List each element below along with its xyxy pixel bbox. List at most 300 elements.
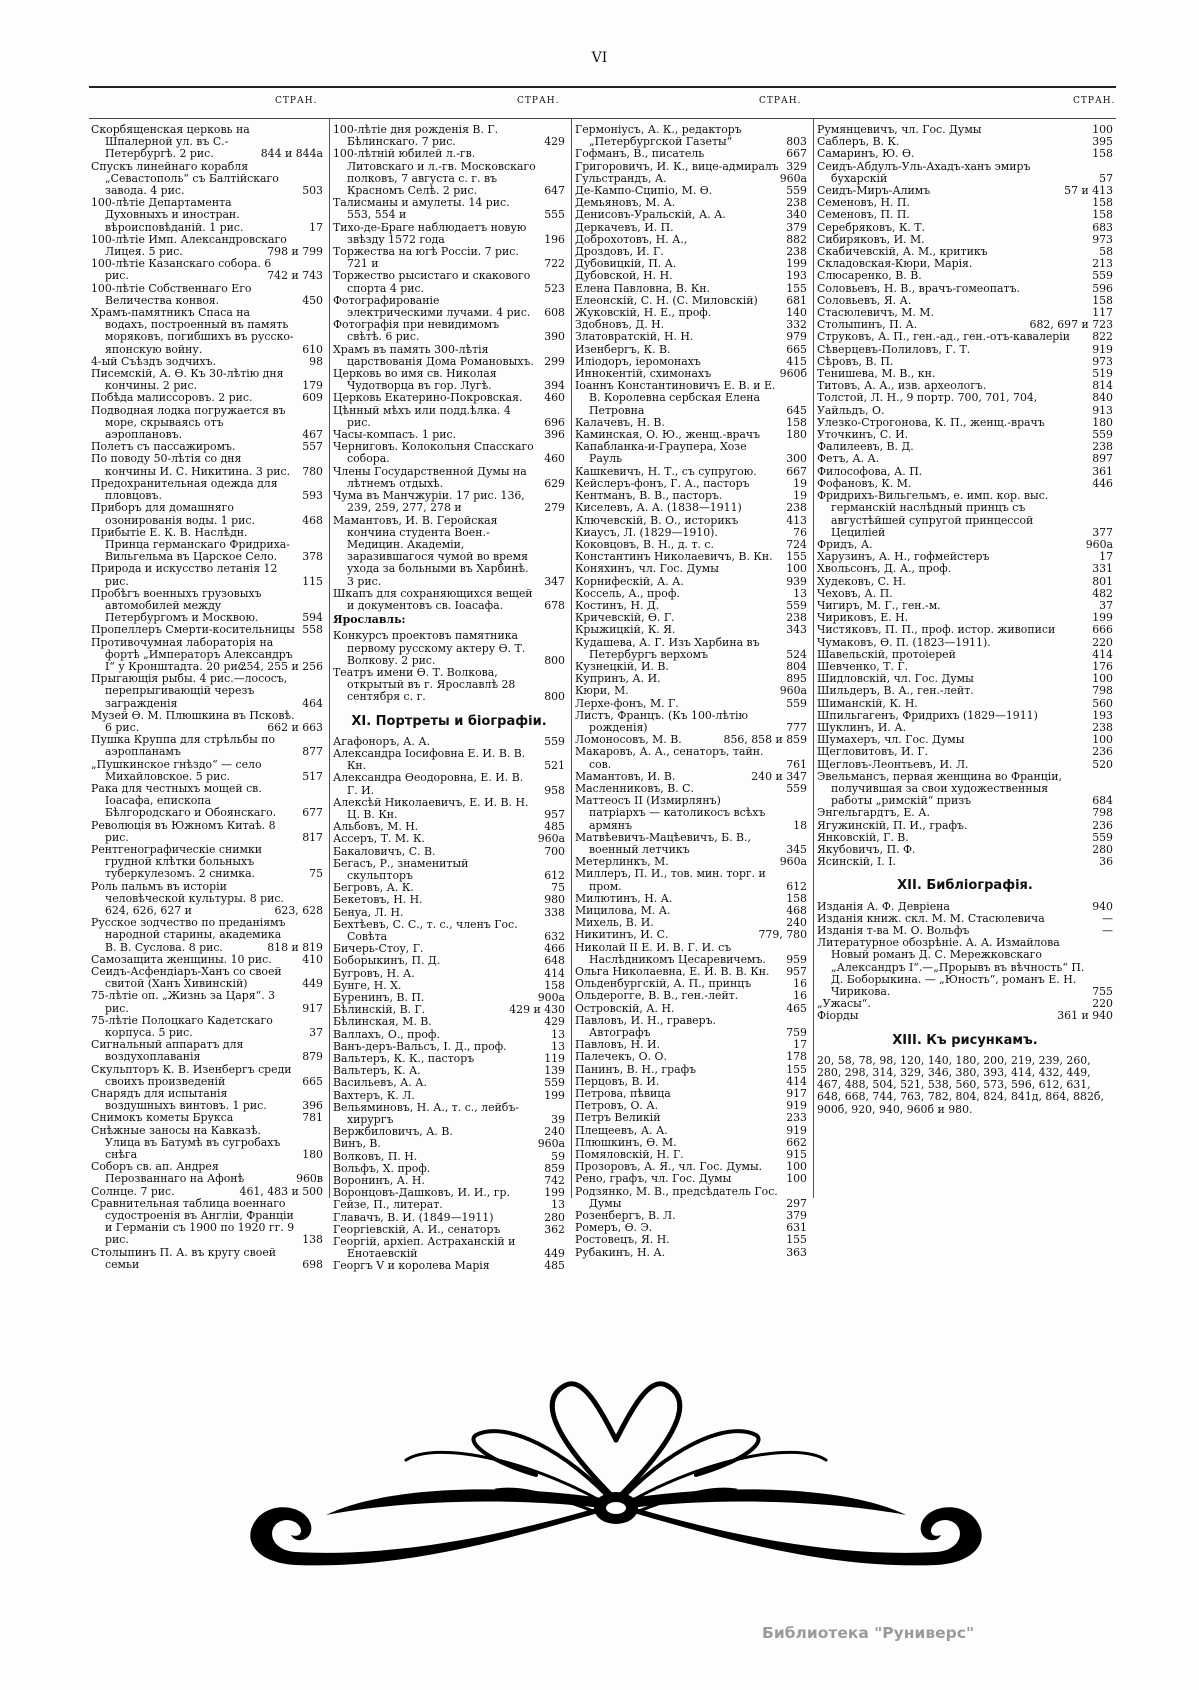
entry-title: Корнифескій, А. А. <box>575 574 684 588</box>
entry-title: Златовратскій, Н. Н. <box>575 330 694 344</box>
entry-title: Панинъ, В. Н., графъ <box>575 1062 697 1076</box>
column-header: СТРАН. <box>275 96 318 106</box>
entry-title: Лерхе-фонъ, М. Г. <box>575 696 679 710</box>
page-ref: 645 <box>786 403 807 417</box>
page-ref: 559 <box>786 696 807 710</box>
entry-title: Сеидъ-Асфендіаръ-Ханъ со своей свитой (Ханъ Хивинскій) <box>91 965 282 991</box>
page-ref: 379 <box>786 220 807 234</box>
page-ref: 300 <box>786 452 807 466</box>
entry-title: Алексѣй Николаевичъ, Е. И. В. Н. Ц. В. Кн. <box>333 795 529 821</box>
page-ref: 158 <box>1092 208 1113 222</box>
index-entry <box>575 1015 807 1039</box>
index-entry <box>333 490 565 514</box>
page-ref: 818 и 819 <box>267 940 323 954</box>
entry-title: Природа и искусство летанія 12 рис. <box>91 562 278 588</box>
index-entry <box>91 258 323 282</box>
page-ref: 665 <box>786 342 807 356</box>
page-ref: 593 <box>302 489 323 503</box>
entry-title: Бекетовъ, Н. Н. <box>333 893 423 907</box>
page-ref: 610 <box>302 342 323 356</box>
entry-title: Церковь во имя св. Николая Чудотворца въ гор. Лугѣ. <box>333 367 497 393</box>
index-entry <box>91 917 323 954</box>
entry-title: Полетъ съ пассажиромъ. <box>91 440 236 454</box>
page-ref: 803 <box>786 135 807 149</box>
page-ref: 199 <box>1092 611 1113 625</box>
index-entry <box>333 748 565 772</box>
entry-title: Іоаннъ Константиновичъ Е. В. и Е. В. Королевна сербская Елена Петровна <box>575 379 776 417</box>
entry-title: Скорбященская церковь на Шпалерной ул. въ С.-Петербургѣ. 2 рис. <box>91 123 250 161</box>
page-ref: 155 <box>786 1233 807 1247</box>
entry-title: Предохранительная одежда для пловцовъ. <box>91 476 278 503</box>
page-ref: 39 <box>551 1113 565 1127</box>
entry-title: Щегловъ-Леонтьевъ, И. Л. <box>817 757 969 771</box>
page-ref: 36 <box>1099 855 1113 869</box>
entry-title: Бегровъ, А. К. <box>333 881 414 895</box>
page-ref: 199 <box>786 257 807 271</box>
page-ref: 410 <box>302 952 323 966</box>
page-ref: 76 <box>793 525 807 539</box>
page-ref: 822 <box>1092 330 1113 344</box>
page-ref: 100 <box>786 1160 807 1174</box>
page-ref: 555 <box>544 208 565 222</box>
entry-title: Изданія т-ва М. О. Вольфъ <box>817 924 970 937</box>
page-ref: 844 и 844а <box>260 147 323 161</box>
entry-title: Здобновъ, Д. Н. <box>575 318 665 332</box>
entry-title: 100-лѣтіе Собственнаго Его Величества конвоя. <box>91 281 252 307</box>
entry-title: Листъ, Францъ. (Къ 100-лѣтію рожденія) <box>575 708 748 734</box>
page-ref: 919 <box>786 1099 807 1113</box>
index-entry <box>575 710 807 734</box>
page-ref: 973 <box>1092 232 1113 246</box>
entry-title: Скульпторъ К. В. Изенбергъ среди своихъ произведеній <box>91 1062 292 1088</box>
page-ref: 100 <box>1092 123 1113 136</box>
entry-title: Винъ, В. <box>333 1137 381 1151</box>
entry-title: Коняхинъ, чл. Гос. Думы <box>575 562 719 576</box>
page-ref: 779, 780 <box>758 928 807 942</box>
page-ref: 178 <box>786 1050 807 1064</box>
entry-title: Пробѣгъ военныхъ грузовыхъ автомобилей между Петербургомъ и Москвою. <box>91 586 262 625</box>
index-entry <box>91 673 323 710</box>
page-ref: 16 <box>793 989 807 1003</box>
index-entry <box>333 124 565 148</box>
page-ref: 429 и 430 <box>509 1003 565 1017</box>
entry-title: Самозащита женщины. 10 рис. <box>91 952 272 966</box>
page-ref: 100 <box>786 1172 807 1186</box>
page-ref: 960а <box>537 832 565 846</box>
entry-title: Шиманскій, К. Н. <box>817 696 918 710</box>
page-ref: 917 <box>302 1001 323 1015</box>
entry-title: Ассеръ, Т. М. К. <box>333 832 425 846</box>
entry-title: Сѣровъ, В. П. <box>817 354 894 368</box>
entry-title: Де-Кампо-Сципіо, М. Ѳ. <box>575 184 713 198</box>
entry-title: Главачъ, В. И. (1849—1911) <box>333 1210 494 1224</box>
entry-title: Стасюлевичъ, М. М. <box>817 306 934 320</box>
entry-title: Фетъ, А. А. <box>817 452 880 466</box>
page-ref: 696 <box>544 415 565 429</box>
entry-title: Ключевскій, В. О., историкъ <box>575 513 739 527</box>
index-entry <box>333 246 565 270</box>
page-ref: 558 <box>302 623 323 637</box>
page-ref: 450 <box>302 293 323 307</box>
entry-title: Фотографія при невидимомъ свѣтѣ. 6 рис. <box>333 318 500 344</box>
entry-title: Плещеевъ, А. А. <box>575 1123 668 1137</box>
index-entry <box>91 637 323 674</box>
entry-title: Мамантовъ, И. В. Геройская кончина студента Воен.-Медицин. Академіи, заразившагося чумой во время ухода за больными въ Харбинѣ. 3 рис. <box>333 513 529 588</box>
index-entry <box>333 148 565 197</box>
entry-title: Фридрихъ-Вильгельмъ, е. имп. кор. выс. германскій наслѣдный принцъ съ августѣйшей супругой принцессой Цециліей <box>817 489 1049 539</box>
entry-title: Чеховъ, А. П. <box>817 586 893 600</box>
page-ref: 814 <box>1092 379 1113 393</box>
entry-title: Вальтеръ, К. К., пасторъ <box>333 1052 475 1066</box>
index-entry <box>91 1064 323 1088</box>
page-ref: 213 <box>1092 257 1113 271</box>
page-ref: 238 <box>1092 440 1113 454</box>
entry-title: Спускъ линейнаго корабля „Севастополь“ съ Балтійскаго завода. 4 рис. <box>91 159 279 198</box>
entry-title: Противочумная лабораторія на фортѣ „Императоръ Александръ I“ у Кронштадта. 20 рис. <box>91 635 293 673</box>
entry-title: Литературное обозрѣніе. А. А. Измайлова Новый романъ Д. С. Мережковскаго „Александръ I“.—„Прорывъ въ вѣчность“ П. Д. Боборыкина. — „Юность“, романъ Е. Н. Чирикова. <box>817 936 1085 999</box>
page-ref: 17 <box>1099 550 1113 564</box>
page-ref: 449 <box>302 977 323 991</box>
entry-title: Уайльдъ, О. <box>817 403 885 417</box>
index-entry <box>333 1236 565 1260</box>
column-header: СТРАН. <box>517 96 560 106</box>
page-ref: 798 <box>1092 806 1113 820</box>
page-ref: 158 <box>1092 196 1113 210</box>
entry-title: Храмъ въ память 300-лѣтія царствованія Дома Романовыхъ. <box>333 342 534 368</box>
page-ref: 559 <box>786 184 807 198</box>
page-ref: 362 <box>544 1222 565 1236</box>
entry-title: Розенбергъ, В. Л. <box>575 1209 676 1223</box>
entry-title: Деркачевъ, И. П. <box>575 220 674 234</box>
index-entry <box>575 942 807 966</box>
page-ref: 594 <box>302 611 323 625</box>
page-ref: 233 <box>786 1111 807 1125</box>
page-ref: 460 <box>544 391 565 405</box>
section-heading: XII. Библіографія. <box>897 878 1033 894</box>
entry-title: Елеонскій, С. Н. (С. Миловскій) <box>575 293 758 307</box>
page-ref: 57 и 413 <box>1064 184 1113 198</box>
page-ref: 777 <box>786 720 807 734</box>
page-ref: 665 <box>302 1074 323 1088</box>
entry-title: Титовъ, А. А., изв. археологъ. <box>817 379 987 393</box>
page-ref: 75 <box>309 867 323 881</box>
page-ref: — <box>1102 924 1113 937</box>
page-ref: 414 <box>544 966 565 980</box>
entry-title: Изданія А. Ф. Девріена <box>817 899 950 913</box>
page-ref: 960б <box>779 367 807 381</box>
index-entry <box>333 515 565 588</box>
index-entry <box>575 441 807 465</box>
page-ref: 959 <box>786 952 807 966</box>
entry-title: Воронцовъ-Дашковъ, И. И., гр. <box>333 1186 510 1200</box>
page-ref: 17 <box>309 220 323 234</box>
entry-title: 100-лѣтній юбилей л.-гв. Литовскаго и л.-гв. Московскаго полковъ, 7 августа с. г. въ Красномъ Селѣ. 2 рис. <box>333 147 536 198</box>
entry-title: 75-лѣтіе оп. „Жизнь за Царя“. 3 рис. <box>91 989 276 1015</box>
index-entry <box>333 368 565 392</box>
entry-title: Масленниковъ, В. С. <box>575 781 694 795</box>
entry-title: Агафоноръ, А. А. <box>333 734 431 748</box>
entry-title: Бенуа, Л. Н. <box>333 905 404 919</box>
entry-title: Сибиряковъ, И. М. <box>817 232 925 246</box>
entry-title: Метерлинкъ, М. <box>575 855 669 869</box>
page-ref: 683 <box>1092 220 1113 234</box>
entry-title: Саблеръ, В. К. <box>817 135 900 149</box>
index-column-2 <box>333 124 565 1273</box>
column-header: СТРАН. <box>759 96 802 106</box>
entry-title: Музей Ѳ. М. Плюшкина въ Псковѣ. 6 рис. <box>91 708 295 734</box>
page-ref: 180 <box>302 1148 323 1162</box>
page-ref: 139 <box>544 1064 565 1078</box>
entry-title: Вержбиловичъ, А. В. <box>333 1125 453 1139</box>
page-ref: 297 <box>786 1196 807 1210</box>
page-ref: 17 <box>793 1038 807 1052</box>
entry-title: Бугровъ, Н. А. <box>333 966 415 980</box>
entry-title: Шильдеръ, В. А., ген.-лейт. <box>817 684 974 698</box>
page-ref: 75 <box>551 881 565 895</box>
entry-title: Рентгенографическіе снимки грудной клѣтки больныхъ туберкулезомъ. 2 снимка. <box>91 842 263 881</box>
page-ref: 345 <box>786 842 807 856</box>
page-ref: 973 <box>1092 354 1113 368</box>
page-ref: 379 <box>786 1209 807 1223</box>
entry-title: Денисовъ-Уральскій, А. А. <box>575 208 726 222</box>
page-ref: 396 <box>544 428 565 442</box>
entry-title: Калачевъ, Н. В. <box>575 415 665 429</box>
page-ref: 608 <box>544 306 565 320</box>
page-ref: 612 <box>544 868 565 882</box>
entry-title: Ясинскій, І. І. <box>817 855 896 869</box>
entry-title: Макаровъ, А. А., сенаторъ, тайн. сов. <box>575 745 764 771</box>
page-ref: 667 <box>786 464 807 478</box>
page-ref: 140 <box>786 306 807 320</box>
ornament-vignette <box>236 1380 996 1590</box>
index-entry <box>91 783 323 820</box>
page-ref: 415 <box>786 354 807 368</box>
page-ref: 519 <box>1092 367 1113 381</box>
page-ref: 897 <box>1092 452 1113 466</box>
entry-title: „Пушкинское гнѣздо“ — село Михайловское. 5 рис. <box>91 757 262 783</box>
page-ref: 100 <box>1092 672 1113 686</box>
entry-title: Григоровичъ, И. К., вице-адмиралъ <box>575 159 779 173</box>
entry-title: Черниговъ. Колокольня Спасскаго собора. <box>333 440 534 466</box>
entry-title: Крыжицкій, К. Я. <box>575 623 676 637</box>
entry-title: Каминская, О. Ю., женщ.-врачъ <box>575 428 761 442</box>
page-ref: 647 <box>544 184 565 198</box>
page-ref: 468 <box>302 513 323 527</box>
index-entry <box>91 1161 323 1185</box>
entry-title: Снѣжные заносы на Кавказѣ. Улица въ Батумѣ въ сугробахъ снѣга <box>91 1123 281 1162</box>
index-entry <box>817 937 1113 998</box>
page-ref: 378 <box>302 550 323 564</box>
page-ref: 340 <box>786 208 807 222</box>
page-ref: 524 <box>786 647 807 661</box>
page-ref: 240 <box>786 916 807 930</box>
entry-title: Петрова, пѣвица <box>575 1087 671 1101</box>
page-ref: 13 <box>551 1039 565 1053</box>
entry-title: Кейслеръ-фонъ, Г. А., пасторъ <box>575 476 750 490</box>
entry-title: Доброхотовъ, Н. А., <box>575 232 688 246</box>
page-ref: 238 <box>786 196 807 210</box>
page-ref: 629 <box>544 476 565 490</box>
page-ref: 632 <box>544 930 565 943</box>
page-ref: 559 <box>544 1076 565 1090</box>
page-ref: 429 <box>544 135 565 149</box>
entry-title: Театръ имени Ѳ. Т. Волкова, открытый въ г. Ярославлѣ 28 сентября с. г. <box>333 665 516 704</box>
page-ref: 115 <box>302 574 323 588</box>
index-entry <box>575 1186 807 1210</box>
page-ref: 16 <box>793 977 807 991</box>
entry-title: Энгельгардтъ, Е. А. <box>817 806 930 820</box>
entry-title: Уточкинъ, С. И. <box>817 428 909 442</box>
page-ref: 960в <box>296 1172 323 1186</box>
page-ref: 98 <box>309 354 323 368</box>
page-ref: 100 <box>786 562 807 576</box>
page-ref: 240 и 347 <box>751 769 807 783</box>
page-ref: 559 <box>1092 269 1113 283</box>
entry-title: По поводу 50-лѣтія со дня кончины И. С. Никитина. 3 рис. <box>91 452 291 478</box>
page-ref: 449 <box>544 1247 565 1261</box>
entry-title: Бехтѣевъ, С. С., т. с., членъ Гос. Совѣта <box>333 917 518 943</box>
entry-title: Мамантовъ, И. В. <box>575 769 676 783</box>
entry-title: Милютинъ, Н. А. <box>575 891 673 905</box>
index-entry <box>91 124 323 161</box>
entry-title: Торжество рысистаго и скакового спорта 4 рис. <box>333 269 531 295</box>
page-ref: 414 <box>786 1074 807 1088</box>
page-ref: 467 <box>302 428 323 442</box>
page-ref: 559 <box>1092 830 1113 844</box>
entry-title: Изданія книж. скл. М. М. Стасюлевича <box>817 911 1045 925</box>
entry-title: Шуклинъ, И. А. <box>817 720 907 734</box>
entry-title: Торжества на югѣ Россіи. 7 рис. 721 и <box>333 245 519 271</box>
page-ref: 957 <box>786 965 807 979</box>
entry-title: Мицилова, М. А. <box>575 904 671 917</box>
page-ref: 18 <box>793 818 807 832</box>
page-ref: 781 <box>302 1111 323 1125</box>
page-ref: 895 <box>786 672 807 686</box>
page-ref: 464 <box>302 696 323 710</box>
index-entry <box>333 1102 565 1126</box>
entry-title: Ростовецъ, Я. Н. <box>575 1233 670 1247</box>
entry-title: Елена Павловна, В. Кн. <box>575 281 711 295</box>
page-ref: 37 <box>1099 598 1113 612</box>
page-ref: 280 <box>1092 842 1113 856</box>
page-ref: 559 <box>786 598 807 612</box>
entry-title: Константинъ Николаевичъ, В. Кн. <box>575 550 773 564</box>
page-ref: 429 <box>544 1015 565 1029</box>
page-ref: 761 <box>786 757 807 771</box>
page-ref: 13 <box>551 1027 565 1041</box>
page-ref: 117 <box>1092 306 1113 320</box>
page-ref: 559 <box>544 734 565 748</box>
entry-title: Волковъ, П. Н. <box>333 1149 418 1163</box>
entry-title: Кричевскій, Ѳ. Г. <box>575 611 675 625</box>
page-ref: 517 <box>302 769 323 783</box>
page-ref: 798 и 799 <box>267 245 323 259</box>
entry-title: Фотографированіе электрическими лучами. 4 рис. <box>333 293 531 320</box>
page-ref: 19 <box>793 489 807 503</box>
page-ref: 560 <box>1092 696 1113 710</box>
entry-title: Иліодоръ, іеромонахъ <box>575 354 701 368</box>
page-ref: 759 <box>786 1026 807 1040</box>
entry-title: Коковцовъ, В. Н., д. т. с. <box>575 537 714 551</box>
entry-title: Вольфъ, Х. проф. <box>333 1161 431 1175</box>
entry-title: Кудашева, А. Г. Изъ Харбина въ Петербургъ верхомъ <box>575 635 760 661</box>
index-entry <box>91 478 323 502</box>
entry-title: Роль пальмъ въ исторіи человѣческой культуры. 8 рис. 624, 626, 627 и <box>91 879 284 917</box>
page-ref: 100 <box>1092 733 1113 747</box>
entry-title: Рубакинъ, Н. А. <box>575 1245 666 1259</box>
entry-title: Румянцевичъ, чл. Гос. Думы <box>817 123 982 136</box>
page-ref: 840 <box>1092 391 1113 405</box>
index-entry <box>575 832 807 856</box>
page-ref: 682, 697 и 723 <box>1029 318 1113 332</box>
entry-title: Маттеосъ II (Измирлянъ) патріархъ — католикосъ всѣхъ армянъ <box>575 794 766 832</box>
page-ref: 395 <box>1092 135 1113 149</box>
page-ref: 155 <box>786 550 807 564</box>
entry-title: Философова, А. П. <box>817 464 923 478</box>
entry-title: Валлахъ, О., проф. <box>333 1027 440 1041</box>
index-entry <box>333 772 565 796</box>
entry-title: Щегловитовъ, И. Г. <box>817 745 929 759</box>
entry-title: Кашкевичъ, Н. Т., съ супругою. <box>575 464 757 478</box>
page-ref: 19 <box>793 476 807 490</box>
entry-title: Бѣлинскій, В. Г. <box>333 1003 426 1017</box>
page-ref: 800 <box>544 690 565 704</box>
page-ref: 957 <box>544 807 565 821</box>
page-ref: 879 <box>302 1050 323 1064</box>
entry-title: Чумаковъ, Ѳ. П. (1823—1911). <box>817 635 991 649</box>
page-ref: 485 <box>544 820 565 834</box>
entry-title: Члены Государственной Думы на лѣтнемъ отдыхѣ. <box>333 464 527 490</box>
entry-title: Гофманъ, В., писатель <box>575 147 705 161</box>
page-ref: 332 <box>786 318 807 332</box>
entry-title: Тенишева, М. В., кн. <box>817 367 936 381</box>
entry-title: Складовская-Кюри, Марія. <box>817 257 973 271</box>
page-ref: 58 <box>1099 245 1113 259</box>
page-number: VI <box>591 50 608 66</box>
entry-title: Струковъ, А. П., ген.-ад., ген.-отъ-кавалеріи <box>817 330 1071 344</box>
page-ref: 919 <box>786 1123 807 1137</box>
page-ref: 631 <box>786 1221 807 1235</box>
entry-title: Александра Іосифовна Е. И. В. В. Кн. <box>333 746 526 773</box>
page-ref: 460 <box>544 452 565 466</box>
entry-title: Скабичевскій, А. М., критикъ <box>817 245 988 259</box>
page-ref: 979 <box>786 330 807 344</box>
index-entry <box>333 441 565 465</box>
page-ref: 236 <box>1092 745 1113 759</box>
entry-title: 100-лѣтіе Казанскаго собора. 6 рис. <box>91 257 272 283</box>
entry-title: Снимокъ кометы Брукса <box>91 1111 234 1125</box>
entry-title: Кюри, М. <box>575 684 629 698</box>
page-ref: 559 <box>1092 428 1113 442</box>
index-entry <box>333 1260 565 1272</box>
entry-title: Шавельскій, протоіерей <box>817 647 956 661</box>
page-ref: 684 <box>1092 794 1113 808</box>
page-ref: 347 <box>544 574 565 588</box>
page-ref: 279 <box>544 501 565 515</box>
index-entry <box>91 453 323 477</box>
entry-title: Конкурсъ проектовъ памятника первому русскому актеру Ѳ. Т. Волкову. 2 рис. <box>333 629 526 667</box>
page-ref: 199 <box>544 1186 565 1200</box>
index-entry <box>817 490 1113 539</box>
page-ref: 57 <box>1099 171 1113 185</box>
page-ref: 236 <box>1092 818 1113 832</box>
page-ref: 960а <box>537 1137 565 1151</box>
entry-title: Писемскій, А. Ѳ. Къ 30-лѣтію дня кончины. 2 рис. <box>91 367 284 393</box>
entry-title: Петръ Великій <box>575 1111 661 1125</box>
page-ref: 678 <box>544 598 565 612</box>
entry-title: Сравнительная таблица военнаго судостроенія въ Англіи, Франціи и Германіи съ 1900 по 1920 гг. 9 рис. <box>91 1196 295 1247</box>
entry-title: Ягужинскій, П. И., графъ. <box>817 818 968 832</box>
